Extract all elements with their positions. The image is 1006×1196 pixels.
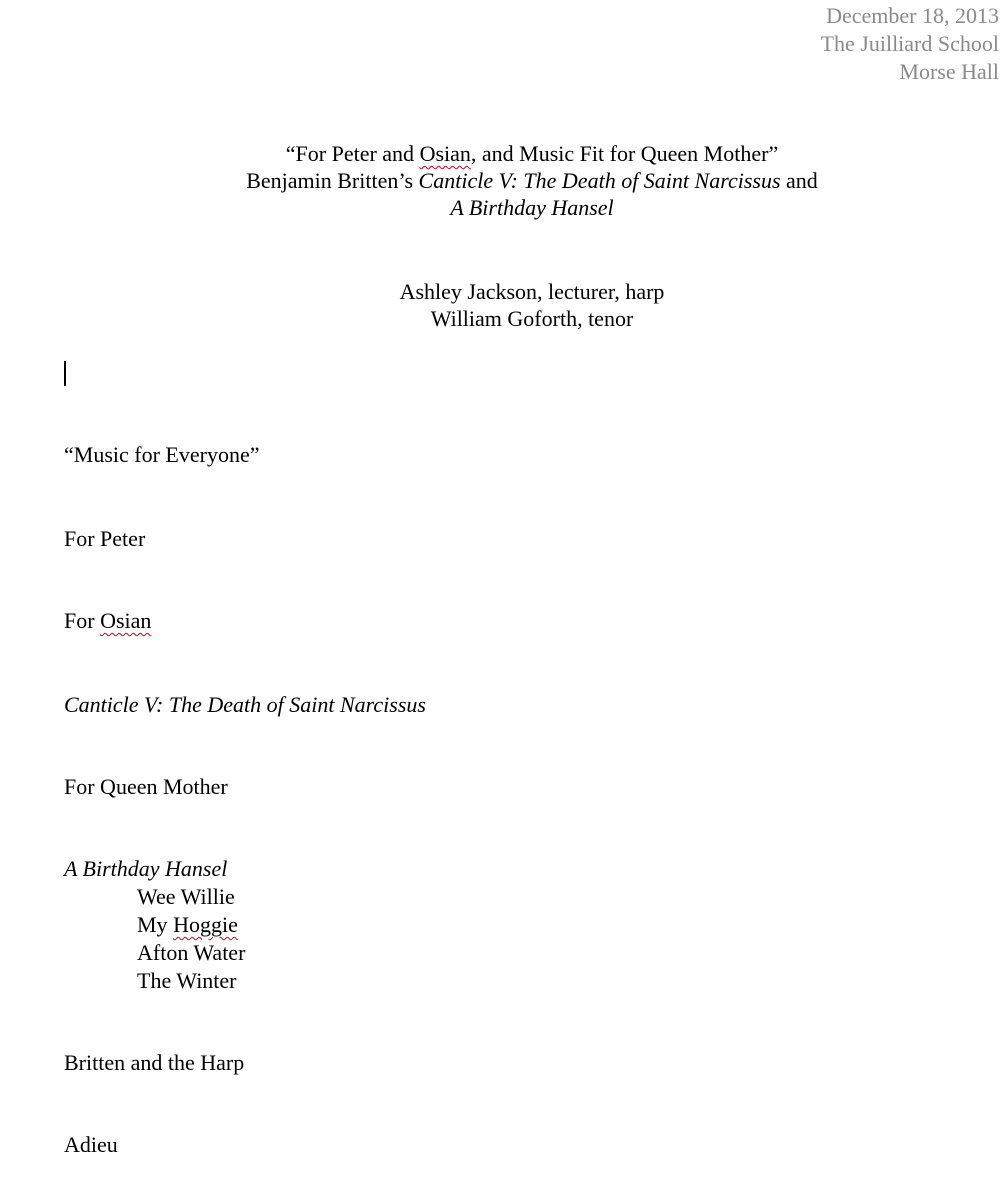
- program-item-for-queen-mother: For Queen Mother: [64, 774, 228, 799]
- program-item-adieu: Adieu: [64, 1132, 118, 1157]
- program-item-birthday-hansel: A Birthday Hansel: [64, 856, 228, 881]
- title-line-2-start: Benjamin Britten’s: [246, 168, 419, 193]
- title-line-2: [0, 167, 1006, 194]
- document-header: [821, 2, 999, 86]
- for-osian-start: For: [64, 608, 101, 633]
- performers-block: [0, 278, 1006, 332]
- song-wee-willie: Wee Willie: [137, 884, 235, 909]
- song-the-winter: The Winter: [137, 968, 237, 993]
- program-item-music-for-everyone: “Music for Everyone”: [64, 442, 260, 467]
- misspelled-word[interactable]: Osian: [419, 141, 471, 166]
- header-venue: The Juilliard School: [820, 31, 999, 56]
- misspelled-word[interactable]: Osian: [100, 608, 152, 633]
- song-my-hoggie: [137, 911, 238, 939]
- title-line-3: A Birthday Hansel: [450, 195, 614, 220]
- program-item-for-osian: [64, 607, 151, 635]
- performer-lecturer: Ashley Jackson, lecturer, harp: [399, 279, 665, 304]
- song-afton-water: Afton Water: [137, 940, 246, 965]
- title-line-2-italic: Canticle V: The Death of Saint Narcissus: [418, 168, 781, 193]
- title-line-1-end: , and Music Fit for Queen Mother”: [470, 141, 779, 166]
- title-line-1-start: “For Peter and: [285, 141, 420, 166]
- title-line-1: [0, 140, 1006, 167]
- document-title: [0, 140, 1006, 221]
- my-hoggie-start: My: [137, 912, 174, 937]
- program-item-canticle: Canticle V: The Death of Saint Narcissus: [64, 692, 426, 717]
- misspelled-word[interactable]: Hoggie: [173, 912, 238, 937]
- title-line-2-end: and: [780, 168, 818, 193]
- header-date: December 18, 2013: [826, 3, 999, 28]
- header-hall: Morse Hall: [899, 59, 999, 84]
- program-item-britten-harp: Britten and the Harp: [64, 1050, 245, 1075]
- performer-tenor: William Goforth, tenor: [430, 306, 634, 331]
- program-item-for-peter: For Peter: [64, 526, 146, 551]
- text-cursor: [64, 361, 66, 386]
